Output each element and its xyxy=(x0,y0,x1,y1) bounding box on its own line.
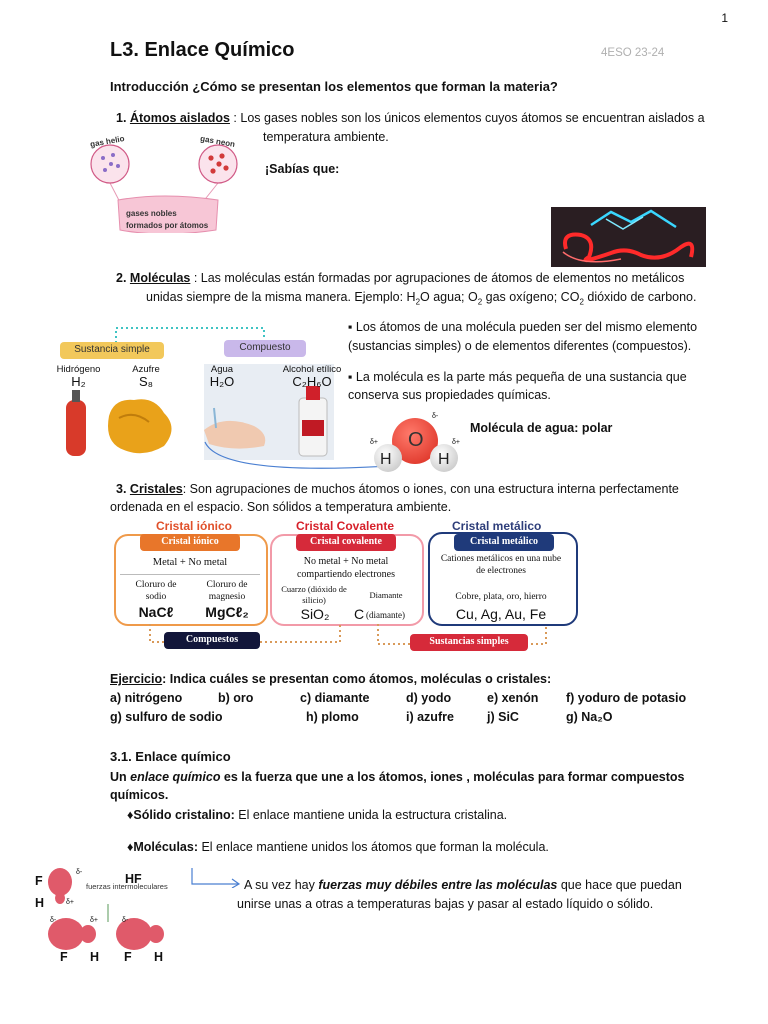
section2-text-b4: dióxido de carbono. xyxy=(583,290,697,304)
covalent-ex2-formula: C xyxy=(354,606,365,622)
water-delta-plus-1: δ+ xyxy=(370,439,378,446)
ionic-ex2-formula: MgCℓ₂ xyxy=(205,604,249,620)
fuerzas-line2: unirse unas a otras a temperaturas bajas y pasar al estado líquido o sólido. xyxy=(237,897,654,911)
water-delta-minus: δ- xyxy=(432,413,439,420)
item-agua-formula: H₂O xyxy=(209,374,235,389)
exercise-c: c) diamante xyxy=(300,691,370,705)
item1-text: El enlace mantiene unida la estructura cristalina. xyxy=(234,808,508,822)
intro-question: Introducción ¿Cómo se presentan los elementos que forman la materia? xyxy=(110,79,558,94)
bullet1-line1: ▪ Los átomos de una molécula pueden ser del mismo elemento xyxy=(348,320,698,334)
item-alcohol-formula: C₂H₆O xyxy=(292,374,332,389)
exercise-label: Ejercicio xyxy=(110,672,163,686)
exercise-h: h) plomo xyxy=(306,710,359,724)
exercise-j: j) SiC xyxy=(487,710,519,724)
section1-heading: Átomos aislados xyxy=(129,111,230,125)
section1-line1 xyxy=(116,109,705,127)
item-azufre-formula: S₈ xyxy=(138,374,154,389)
neon-sign-image xyxy=(551,207,706,267)
item-agua-name: Agua xyxy=(210,364,234,375)
metallic-desc: Cationes metálicos en una nube de electrones xyxy=(440,554,562,576)
ionic-divider xyxy=(120,574,260,575)
arrow-to-fuerzas xyxy=(188,866,244,888)
sabias-que: ¡Sabías que: xyxy=(265,162,340,176)
covalent-ex2-note: (diamante) xyxy=(366,610,405,620)
def-part1: Un xyxy=(110,770,131,784)
ionic-ex2-name: Cloruro de magnesio xyxy=(206,580,248,602)
exercise-i: i) azufre xyxy=(406,710,454,724)
neon-sign-drawing xyxy=(551,207,706,267)
page-title: L3. Enlace Químico xyxy=(110,39,295,61)
section1-num: 1. xyxy=(116,111,127,125)
course-label: 4ESO 23-24 xyxy=(601,47,665,59)
exercise-b: b) oro xyxy=(218,691,254,705)
label-gas-neon: gas neon xyxy=(199,134,236,149)
section3-text-a: : Son agrupaciones de muchos átomos o iones, con una estructura interna perfectamente xyxy=(182,482,679,496)
section2-num: 2. xyxy=(116,271,127,285)
section31-def-line1 xyxy=(110,768,685,786)
section31-item1 xyxy=(127,806,507,824)
item2-text: El enlace mantiene unidos los átomos que forman la molécula. xyxy=(197,840,549,854)
section2-heading: Moléculas xyxy=(129,271,191,285)
sub-co2: 2 xyxy=(579,297,584,307)
hf-dp2: δ+ xyxy=(90,917,98,924)
section1-line2: temperatura ambiente. xyxy=(263,130,389,144)
water-delta-plus-2: δ+ xyxy=(452,439,460,446)
hf-h2: H xyxy=(90,950,100,964)
section31-heading: 3.1. Enlace químico xyxy=(110,749,231,764)
section3-line1 xyxy=(116,480,679,498)
hf-dm3: δ- xyxy=(50,917,57,924)
def-part2: es la fuerza que une a los átomos, iones , moléculas para formar compuestos xyxy=(220,770,685,784)
compounds-label: Compuestos xyxy=(164,632,260,649)
item2-label: ♦Moléculas: xyxy=(127,840,198,854)
section1-text-a: : Los gases nobles son los únicos elementos cuyos átomos se encuentran aislados a xyxy=(229,111,705,125)
covalent-ex1-formula: SiO₂ xyxy=(300,606,330,622)
crystal-metallic-title: Cristal metálico xyxy=(452,519,542,533)
section3-num: 3. xyxy=(116,482,127,496)
hf-f2: F xyxy=(60,950,68,964)
exercise-g: g) sulfuro de sodio xyxy=(110,710,223,724)
def-term: enlace químico xyxy=(130,770,221,784)
item-hidrogeno-formula: H₂ xyxy=(71,374,86,389)
hf-dp1: δ+ xyxy=(66,899,74,906)
fuerzas-part2: que hace que puedan xyxy=(557,878,682,892)
hf-h3: H xyxy=(154,950,164,964)
noble-gas-figure xyxy=(88,134,238,233)
covalent-desc: No metal + No metal compartiendo electrones xyxy=(296,556,395,580)
section2-text-b1: unidas siempre de la misma manera. Ejemplo: H xyxy=(146,290,416,304)
ionic-ex1-formula: NaCℓ xyxy=(138,604,174,620)
simple-substance-header: Sustancia simple xyxy=(60,342,164,359)
hf-fuerzas-label: fuerzas intermoleculares xyxy=(86,882,168,891)
crystal-figure xyxy=(110,516,580,656)
section2-text-b3: gas oxígeno; CO xyxy=(482,290,580,304)
section3-line2: ordenada en el espacio. Son sólidos a temperatura ambiente. xyxy=(110,500,452,514)
fuerzas-part1: A su vez hay xyxy=(244,878,319,892)
simple-substances-label: Sustancias simples xyxy=(410,634,528,651)
hf-label: HF xyxy=(125,872,142,886)
exercise-a: a) nitrógeno xyxy=(110,691,183,705)
section3-heading: Cristales xyxy=(129,482,183,496)
hf-f1: F xyxy=(35,874,43,888)
banner-line2: formados por átomos xyxy=(126,221,209,230)
hf-h1: H xyxy=(35,896,45,910)
exercise-prompt: : Indica cuáles se presentan como átomos, moléculas o cristales: xyxy=(162,672,552,686)
label-gas-helio: gas helio xyxy=(89,134,126,149)
water-molecule xyxy=(370,412,465,474)
metallic-ex-formula: Cu, Ag, Au, Fe xyxy=(455,606,547,622)
covalent-ex1-name: Cuarzo (dióxido de silicio) xyxy=(281,584,347,605)
exercise-d: d) yodo xyxy=(406,691,452,705)
crystal-covalent-header: Cristal covalente xyxy=(296,534,396,551)
covalent-ex2-name: Diamante xyxy=(369,590,403,600)
crystal-ionic-header: Cristal iónico xyxy=(140,534,240,551)
water-h2-label: H xyxy=(438,451,450,468)
sub-h2: 2 xyxy=(415,297,421,307)
water-polar-label: Molécula de agua: polar xyxy=(470,421,613,435)
section2-line2 xyxy=(146,288,696,308)
fuerzas-line1 xyxy=(244,876,682,894)
crystal-metallic-header: Cristal metálico xyxy=(454,534,554,551)
fuerzas-term: fuerzas muy débiles entre las moléculas xyxy=(318,878,558,892)
hf-figure xyxy=(30,862,210,962)
page-number: 1 xyxy=(721,11,728,25)
sub-o2: 2 xyxy=(477,297,483,307)
molecule-figure xyxy=(54,318,344,460)
ionic-desc: Metal + No metal xyxy=(152,557,228,568)
metallic-ex-name: Cobre, plata, oro, hierro xyxy=(455,592,547,602)
hf-drawing xyxy=(30,862,210,962)
water-o-label: O xyxy=(408,429,424,451)
hf-f3: F xyxy=(124,950,132,964)
exercise-g2: g) Na₂O xyxy=(566,710,613,724)
crystal-ionic-title: Cristal iónico xyxy=(156,519,233,533)
section31-item2 xyxy=(127,838,549,856)
compound-header: Compuesto xyxy=(224,340,306,357)
item-hidrogeno-name: Hidrógeno xyxy=(56,364,101,375)
bullet1-line2: (sustancias simples) o de elementos diferentes (compuestos). xyxy=(348,339,692,353)
item-azufre-name: Azufre xyxy=(132,364,160,375)
item-alcohol-name: Alcohol etílico xyxy=(282,364,342,375)
section2-text-a: : Las moléculas están formadas por agrupaciones de átomos de elementos no metálicos xyxy=(190,271,685,285)
item1-label: ♦Sólido cristalino: xyxy=(127,808,235,822)
section2-text-b2: O agua; O xyxy=(420,290,478,304)
crystal-covalent-title: Cristal Covalente xyxy=(296,519,395,533)
section2-line1 xyxy=(116,269,684,287)
bullet2-line2: conserva sus propiedades químicas. xyxy=(348,388,551,402)
bullet2-line1: ▪ La molécula es la parte más pequeña de una sustancia que xyxy=(348,370,687,384)
water-h1-label: H xyxy=(380,451,392,468)
hf-dm1: δ- xyxy=(76,869,83,876)
exercise-f: f) yoduro de potasio xyxy=(566,691,687,705)
ionic-ex1-name: Cloruro de sodio xyxy=(135,580,177,602)
exercise-e: e) xenón xyxy=(487,691,539,705)
banner-line1: gases nobles xyxy=(126,209,177,218)
exercise-line xyxy=(110,670,551,688)
section31-def-line2: químicos. xyxy=(110,788,169,802)
hf-dm2: δ- xyxy=(122,917,129,924)
